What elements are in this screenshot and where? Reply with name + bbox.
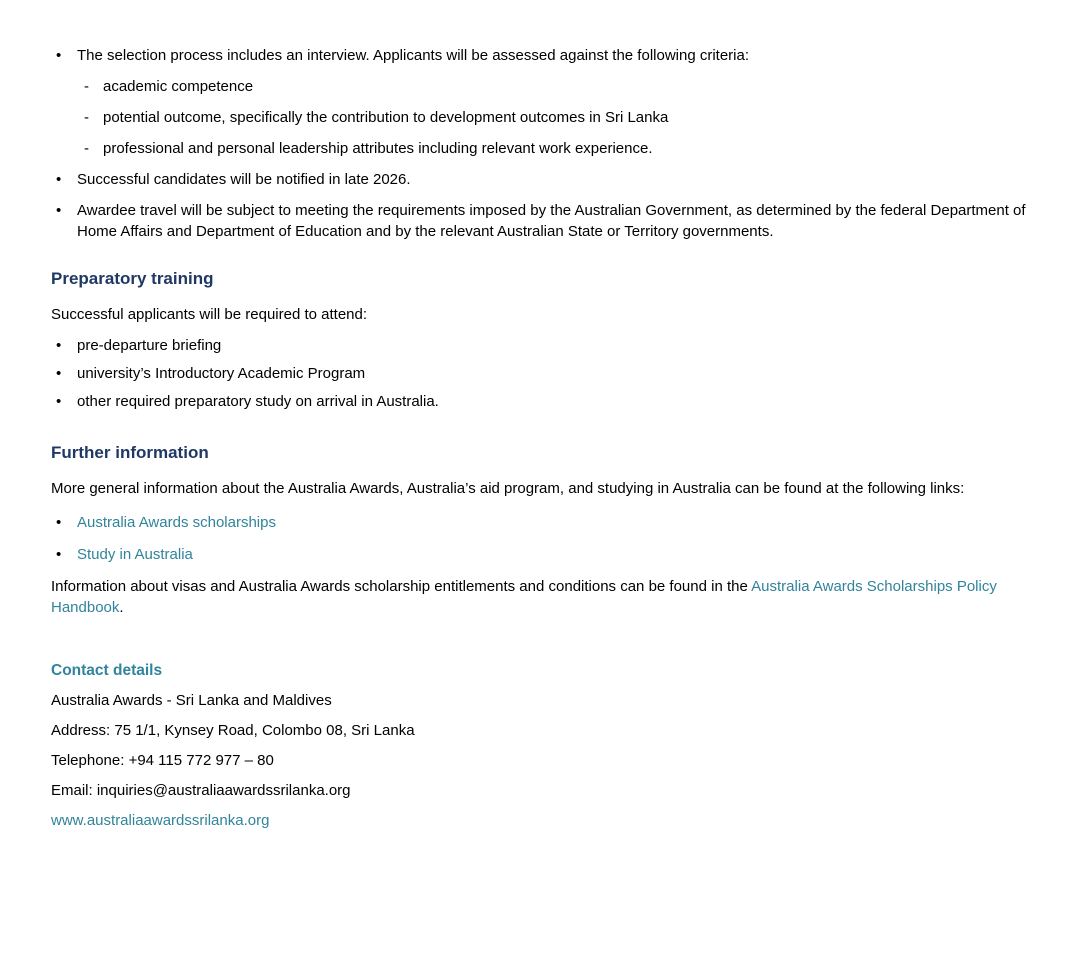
criterion-text: academic competence [103,78,254,95]
preparatory-item-text: pre-departure briefing [77,337,222,354]
scholarships-link-item [51,512,1030,533]
visas-paragraph [51,576,1030,618]
preparatory-intro: Successful applicants will be required to attend: [51,306,368,323]
bullet-marker: • [56,47,62,64]
study-in-australia-link[interactable]: Study in Australia [77,546,193,563]
contact-website-link[interactable]: www.australiaawardssrilanka.org [51,812,270,829]
dash-marker: - [84,109,89,126]
criterion-item [51,138,1030,159]
further-intro: More general information about the Australia Awards, Australia’s aid program, and studying in Australia can be found at the following links: [51,480,965,497]
awardee-travel-item [51,200,1030,242]
notified-item [51,169,1030,190]
visas-text-after: . [119,599,124,616]
contact-email: Email: inquiries@australiaawardssrilanka.org [51,782,351,799]
criterion-text: potential outcome, specifically the contribution to development outcomes in Sri Lanka [103,109,669,126]
contact-org: Australia Awards - Sri Lanka and Maldives [51,692,332,709]
contact-address: Address: 75 1/1, Kynsey Road, Colombo 08, Sri Lanka [51,722,415,739]
further-information-heading: Further information [51,443,209,462]
bullet-marker: • [56,337,62,354]
criterion-item [51,107,1030,128]
dash-marker: - [84,140,89,157]
preparatory-item-text: other required preparatory study on arrival in Australia. [77,393,439,410]
bullet-marker: • [56,514,62,531]
preparatory-item-text: university’s Introductory Academic Program [77,365,366,382]
contact-details-heading: Contact details [51,662,163,679]
australia-awards-scholarships-link[interactable]: Australia Awards scholarships [77,514,276,531]
preparatory-item [51,363,1030,384]
contact-website-line [51,810,1030,831]
bullet-marker: • [56,393,62,410]
visas-text-before: Information about visas and Australia Awards scholarship entitlements and conditions can be found in the [51,578,752,595]
bullet-marker: • [56,171,62,188]
bullet-marker: • [56,202,62,219]
preparatory-training-heading: Preparatory training [51,269,214,288]
bullet-marker: • [56,546,62,563]
preparatory-item [51,335,1030,356]
preparatory-item [51,391,1030,412]
criterion-item [51,76,1030,97]
criterion-text: professional and personal leadership attributes including relevant work experience. [103,140,653,157]
policy-handbook-link[interactable]: Australia Awards Scholarships Policy Handbook [51,578,997,616]
contact-telephone: Telephone: +94 115 772 977 – 80 [51,752,274,769]
study-link-item [51,544,1030,565]
awardee-travel-text: Awardee travel will be subject to meeting the requirements imposed by the Australian Government, as determined by the federal Department of Home Affairs and Department of Education and by the relevant Australian State or Territory governments. [77,202,1026,240]
bullet-marker: • [56,365,62,382]
notified-text: Successful candidates will be notified in late 2026. [77,171,411,188]
selection-intro-item [51,45,1030,66]
dash-marker: - [84,78,89,95]
selection-intro-text: The selection process includes an interview. Applicants will be assessed against the following criteria: [77,47,750,64]
